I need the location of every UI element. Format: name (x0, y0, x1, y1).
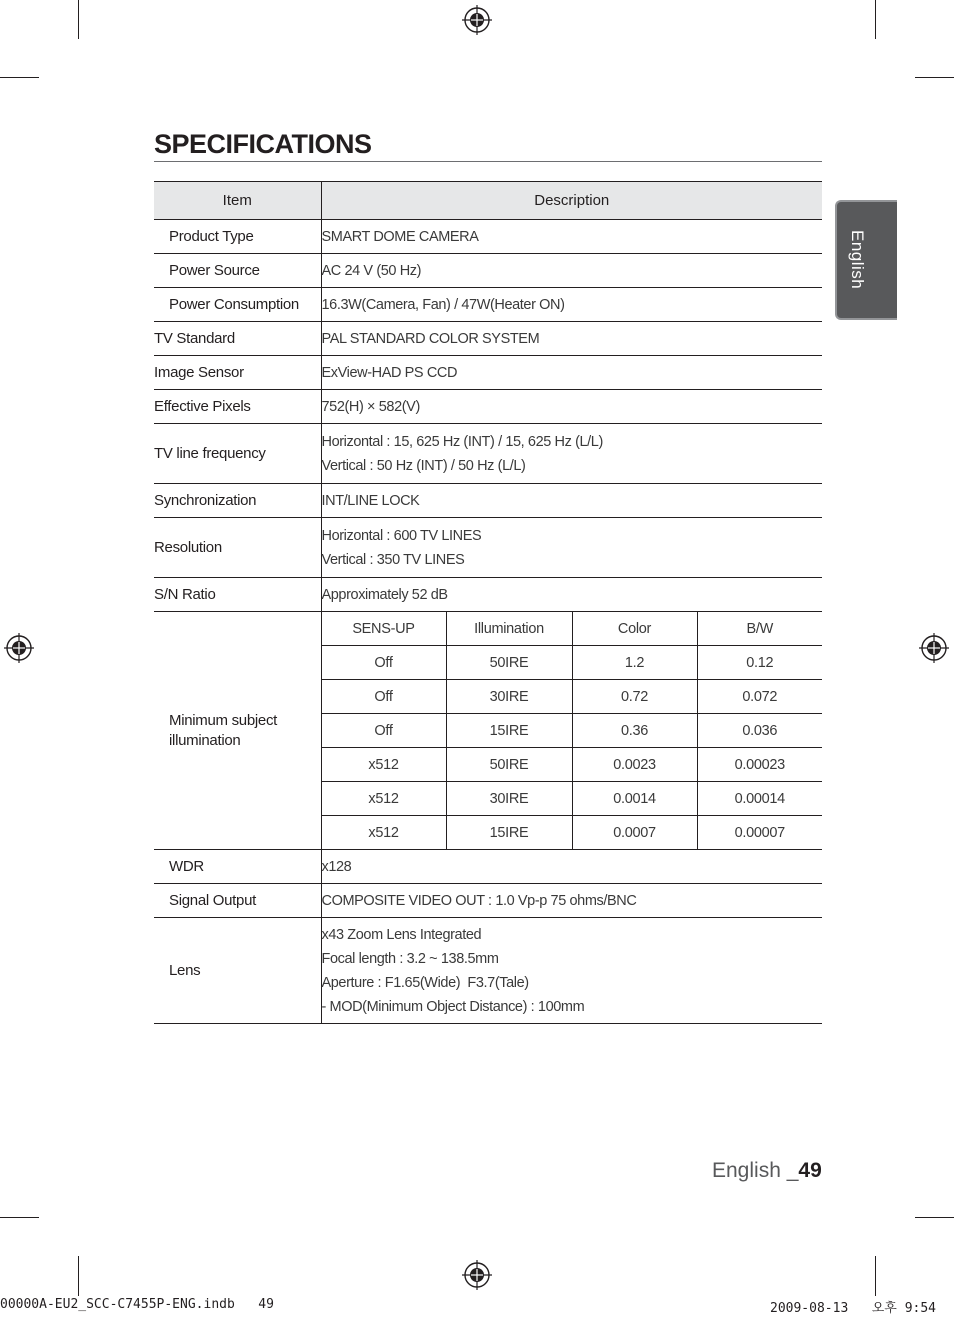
spec-value-line: ExView-HAD PS CCD (321, 364, 458, 381)
spec-label-line: Minimum subject (169, 711, 278, 729)
crop-mark (875, 0, 876, 39)
table-row (154, 884, 822, 918)
crop-mark (0, 1217, 39, 1218)
spec-item-value (321, 918, 822, 1024)
page-number-prefix: English _ (712, 1159, 799, 1182)
table-row (154, 518, 822, 578)
page-number (712, 1159, 822, 1183)
spec-item-value (321, 356, 822, 390)
spec-value-line: Vertical : 50 Hz (INT) / 50 Hz (L/L) (321, 457, 526, 474)
spec-value-line: SMART DOME CAMERA (321, 228, 479, 245)
spec-value-line: COMPOSITE VIDEO OUT : 1.0 Vp-p 75 ohms/BNC (321, 892, 637, 909)
illumination-cell: 0.036 (697, 714, 822, 748)
crop-mark (875, 1256, 876, 1296)
spec-value-line: INT/LINE LOCK (321, 492, 420, 509)
illumination-cell: 50IRE (446, 646, 572, 680)
illumination-cell: 0.72 (572, 680, 697, 714)
spec-value-line: 752(H) × 582(V) (321, 398, 420, 415)
spec-item-label: WDR (154, 850, 321, 884)
illumination-cell: 0.0014 (572, 782, 697, 816)
illumination-cell: 50IRE (446, 748, 572, 782)
crop-mark (78, 0, 79, 39)
illumination-cell: 0.00014 (697, 782, 822, 816)
table-row (154, 578, 822, 612)
page-number-value: 49 (798, 1159, 822, 1182)
spec-value-line: x128 (321, 858, 352, 875)
footer-file: 00000A-EU2_SCC-C7455P-ENG.indb 49 (0, 1297, 274, 1312)
spec-item-label (154, 612, 321, 850)
illumination-cell: 0.00007 (697, 816, 822, 850)
illumination-cell: 0.00023 (697, 748, 822, 782)
spec-item-value (321, 518, 822, 578)
table-row (154, 484, 822, 518)
specifications-table (154, 181, 822, 1024)
spec-item-value (321, 484, 822, 518)
spec-item-label: S/N Ratio (154, 578, 321, 612)
lens-line: Aperture : F1.65(Wide) F3.7(Tale) (321, 974, 529, 991)
spec-value-line: Horizontal : 15, 625 Hz (INT) / 15, 625 Hz (L/L) (321, 433, 603, 450)
spec-item-value (321, 578, 822, 612)
header-item: Item (154, 182, 321, 220)
spec-item-label: Lens (154, 918, 321, 1024)
lens-line: x43 Zoom Lens Integrated (321, 926, 482, 943)
illumination-cell: 30IRE (446, 680, 572, 714)
illumination-cell: Off (321, 680, 446, 714)
illumination-column-header: Illumination (446, 612, 572, 646)
table-header-row (154, 182, 822, 220)
illumination-column-header: B/W (697, 612, 822, 646)
illumination-cell: 0.0007 (572, 816, 697, 850)
illumination-cell: 0.0023 (572, 748, 697, 782)
crop-mark (915, 77, 954, 78)
crop-mark (0, 77, 39, 78)
table-row (154, 220, 822, 254)
spec-item-label: TV line frequency (154, 424, 321, 484)
spec-item-value (321, 884, 822, 918)
lens-line: - MOD(Minimum Object Distance) : 100mm (321, 998, 585, 1015)
spec-item-value (321, 850, 822, 884)
lens-line: Focal length : 3.2 ~ 138.5mm (321, 950, 499, 967)
spec-value-line: 16.3W(Camera, Fan) / 47W(Heater ON) (321, 296, 565, 313)
table-row (154, 918, 822, 1024)
spec-item-label: Signal Output (154, 884, 321, 918)
table-row (154, 612, 822, 646)
illumination-column-header: SENS-UP (321, 612, 446, 646)
illumination-cell: x512 (321, 782, 446, 816)
crop-mark (915, 1217, 954, 1218)
illumination-cell: x512 (321, 816, 446, 850)
illumination-cell: Off (321, 646, 446, 680)
table-row (154, 390, 822, 424)
spec-item-label: Product Type (154, 220, 321, 254)
spec-item-label: TV Standard (154, 322, 321, 356)
registration-mark-icon (4, 633, 34, 663)
language-tab-label: English (848, 230, 867, 290)
language-tab (835, 200, 897, 320)
spec-value-line: AC 24 V (50 Hz) (321, 262, 422, 279)
table-row (154, 322, 822, 356)
spec-item-label: Power Consumption (154, 288, 321, 322)
registration-mark-icon (462, 5, 492, 35)
spec-value-line: Approximately 52 dB (321, 586, 448, 603)
table-row (154, 424, 822, 484)
table-row (154, 254, 822, 288)
registration-mark-icon (919, 633, 949, 663)
spec-label-line: illumination (169, 731, 241, 749)
registration-mark-icon (462, 1260, 492, 1290)
illumination-cell: x512 (321, 748, 446, 782)
illumination-cell: Off (321, 714, 446, 748)
table-row (154, 850, 822, 884)
spec-item-value (321, 220, 822, 254)
illumination-cell: 15IRE (446, 816, 572, 850)
spec-item-value (321, 390, 822, 424)
spec-item-label: Resolution (154, 518, 321, 578)
spec-item-label: Image Sensor (154, 356, 321, 390)
spec-item-label: Effective Pixels (154, 390, 321, 424)
spec-item-label: Synchronization (154, 484, 321, 518)
table-row (154, 288, 822, 322)
spec-value-line: Horizontal : 600 TV LINES (321, 527, 482, 544)
spec-item-label: Power Source (154, 254, 321, 288)
page-title: SPECIFICATIONS (154, 128, 822, 162)
illumination-column-header: Color (572, 612, 697, 646)
illumination-cell: 30IRE (446, 782, 572, 816)
header-description: Description (321, 182, 822, 220)
illumination-cell: 0.12 (697, 646, 822, 680)
illumination-cell: 1.2 (572, 646, 697, 680)
spec-value-line: Vertical : 350 TV LINES (321, 551, 465, 568)
illumination-cell: 0.36 (572, 714, 697, 748)
spec-value-line: PAL STANDARD COLOR SYSTEM (321, 330, 540, 347)
spec-item-value (321, 424, 822, 484)
crop-mark (78, 1256, 79, 1296)
table-row (154, 356, 822, 390)
spec-item-value (321, 322, 822, 356)
illumination-cell: 0.072 (697, 680, 822, 714)
illumination-cell: 15IRE (446, 714, 572, 748)
spec-item-value (321, 288, 822, 322)
footer-datetime: 2009-08-13 오후 9:54 (770, 1301, 936, 1316)
spec-item-value (321, 254, 822, 288)
